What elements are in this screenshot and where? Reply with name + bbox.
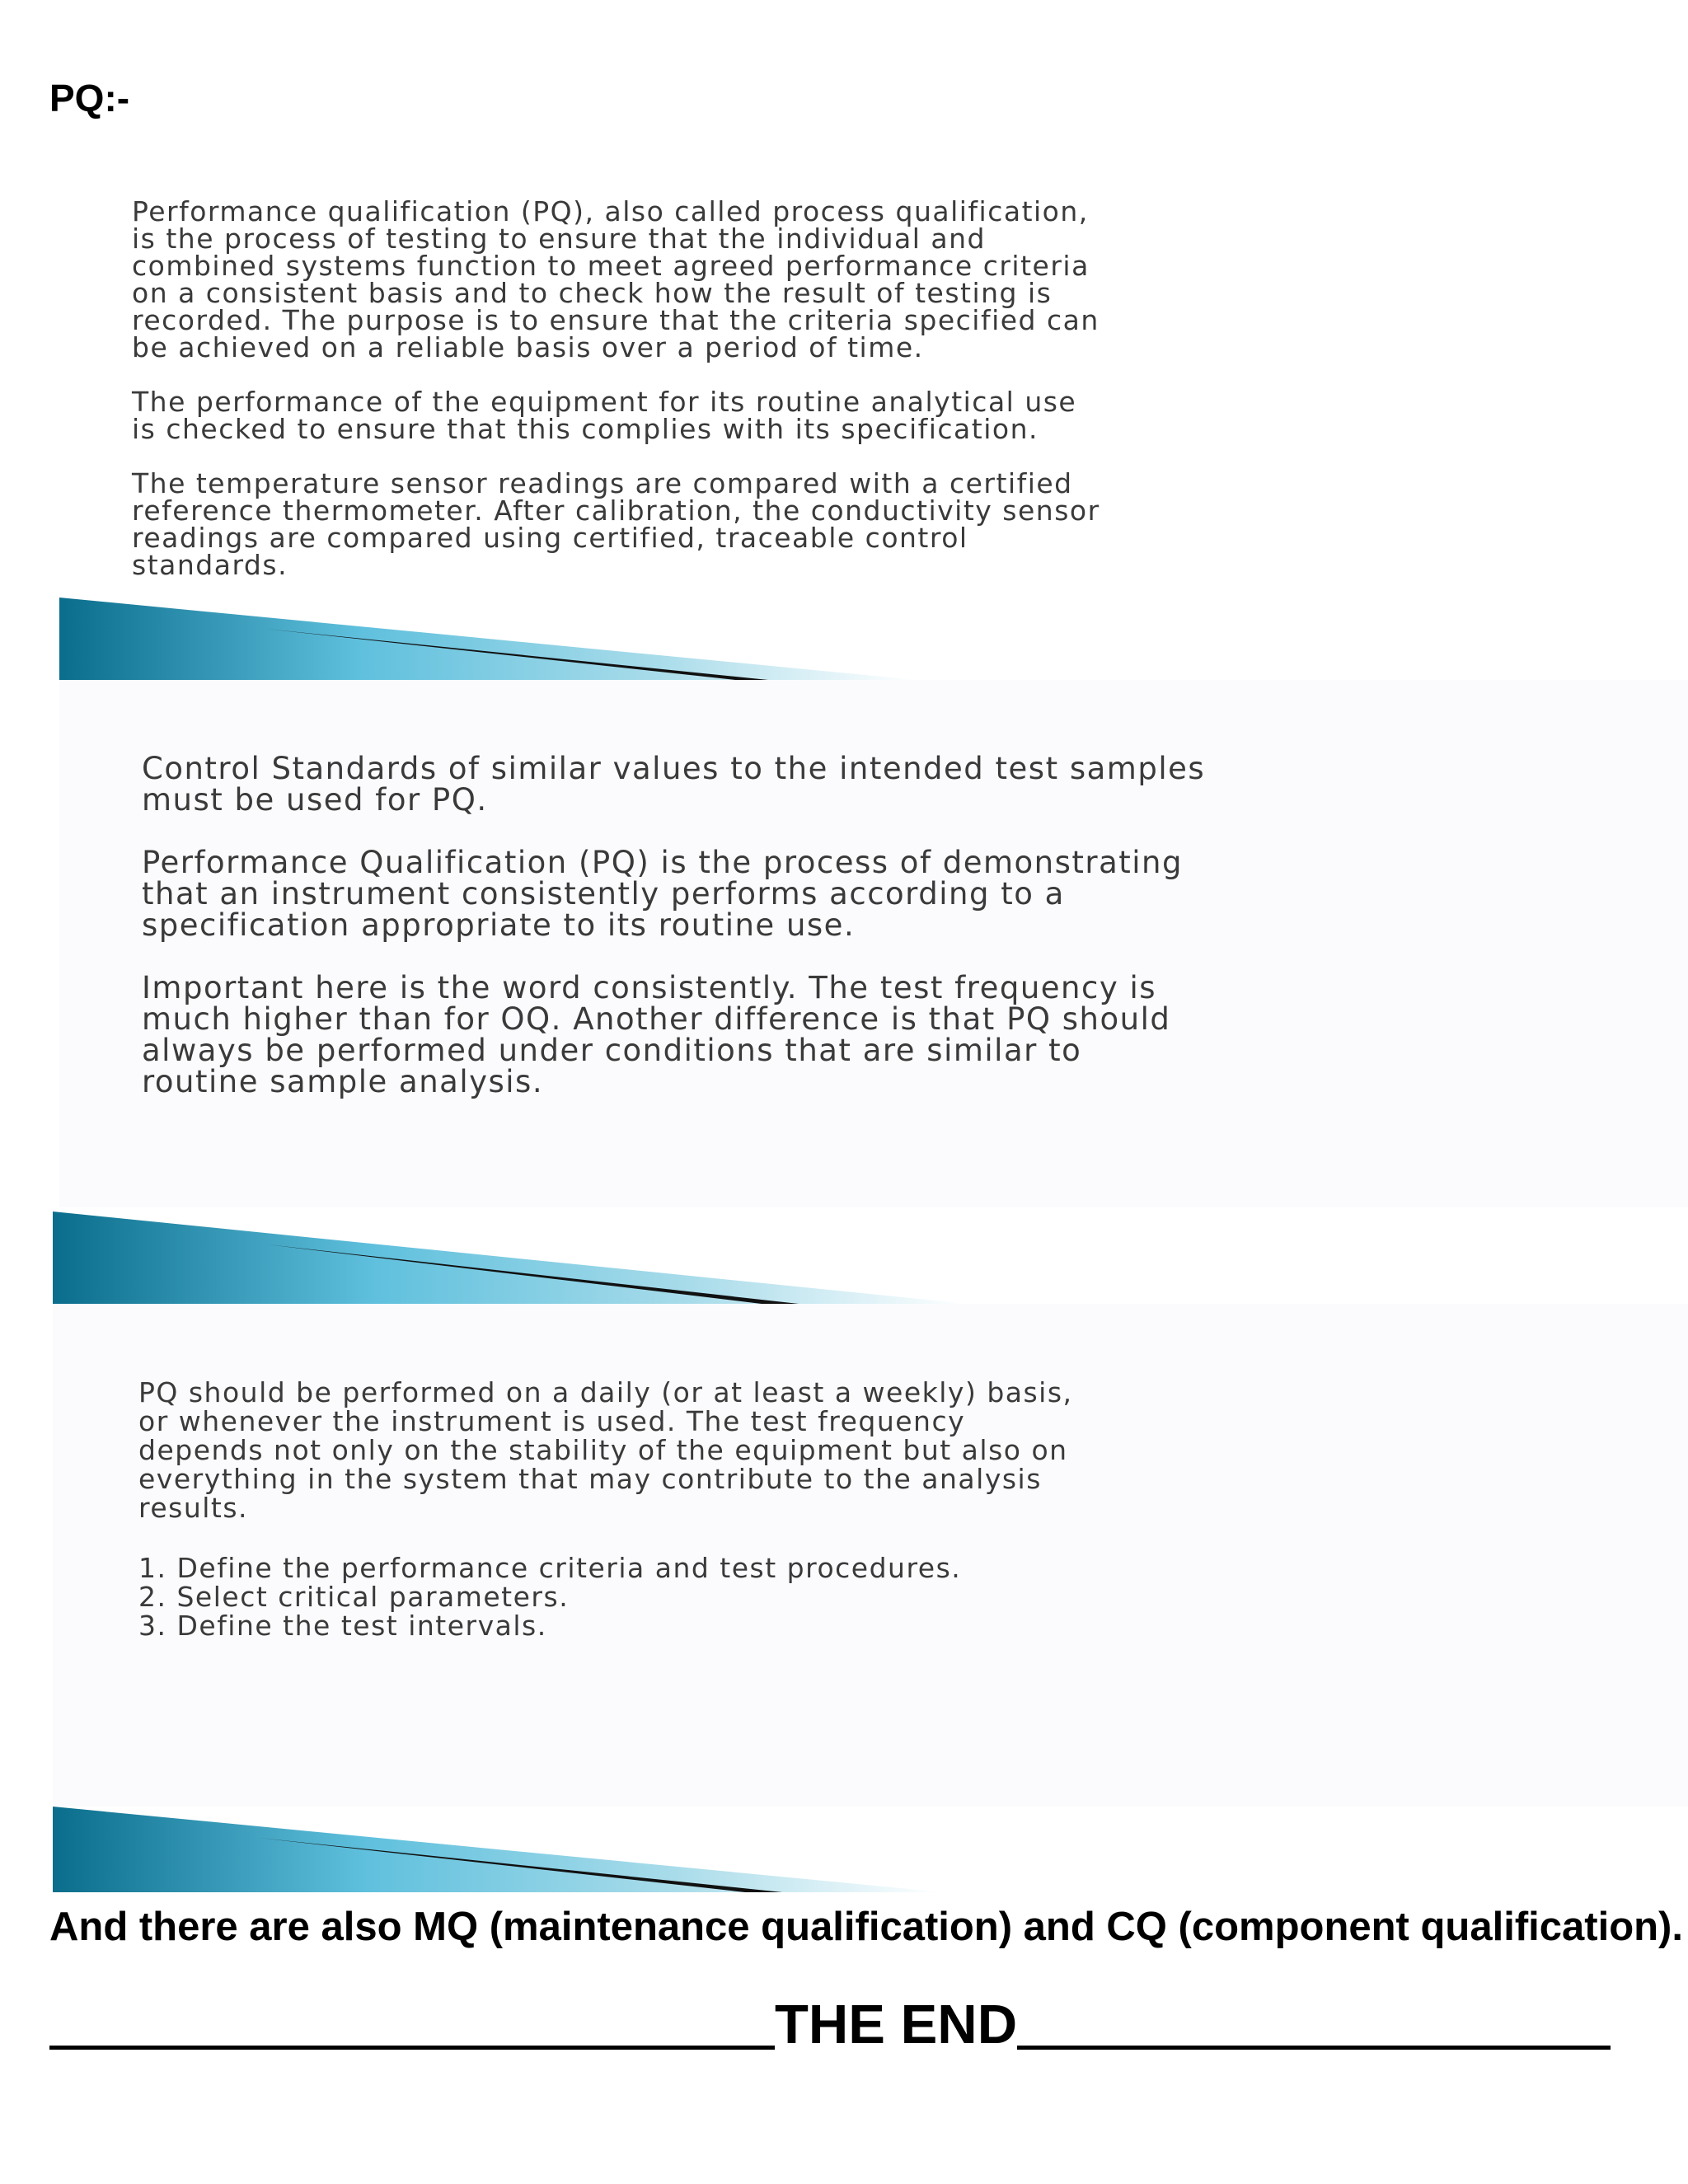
end-text: THE END <box>775 1994 1018 2055</box>
slide-2-paragraph: Control Standards of similar values to the intended test samples must be used for PQ. <box>142 751 1206 818</box>
slide-1-body <box>132 195 1100 606</box>
slide-1-paragraph: Performance qualification (PQ), also called process qualification, is the process of testing to ensure that the individual and combined systems function to meet agreed performance criteria on a consistent basis and to check how the result of testing is recorded. The purpose is to ensure that the criteria specified can be achieved on a reliable basis over a period of time. <box>132 195 1100 363</box>
slide-2-paragraph: Important here is the word consistently. The test frequency is much higher than for OQ. Another difference is that PQ should always be performed under conditions that are similar to routine sample analysis. <box>142 970 1171 1099</box>
slide-3-body <box>138 1378 1073 1640</box>
underline-rule <box>1017 2046 1611 2050</box>
slide-3-intro: PQ should be performed on a daily (or at least a weekly) basis, or whenever the instrument is used. The test frequency depends not only on the stability of the equipment but also on everything in the system that may contribute to the analysis results. <box>138 1376 1073 1524</box>
list-item: 3. Define the test intervals. <box>138 1610 547 1642</box>
underline-rule <box>49 2046 775 2050</box>
list-item: 1. Define the performance criteria and test procedures. <box>138 1552 962 1584</box>
end-line <box>49 1993 1611 2056</box>
list-item: 2. Select critical parameters. <box>138 1581 570 1613</box>
slide-1-paragraph: The performance of the equipment for its routine analytical use is checked to ensure that this complies with its specification. <box>132 386 1077 445</box>
steps-list <box>138 1554 1073 1640</box>
closing-statement: And there are also MQ (maintenance qualification) and CQ (component qualification). <box>49 1905 1683 1949</box>
slide-divider-wedge <box>53 1212 968 1304</box>
slide-divider-wedge <box>59 598 917 680</box>
slide-divider-wedge <box>53 1807 943 1892</box>
page-heading: PQ:- <box>49 77 130 120</box>
slide-2-body <box>142 753 1205 1129</box>
slide-2-paragraph: Performance Qualification (PQ) is the process of demonstrating that an instrument consistently performs according to a specification appropriate to its routine use. <box>142 845 1183 943</box>
slide-1-paragraph: The temperature sensor readings are compared with a certified reference thermometer. After calibration, the conductivity sensor readings are compared using certified, traceable control standards. <box>132 467 1100 581</box>
